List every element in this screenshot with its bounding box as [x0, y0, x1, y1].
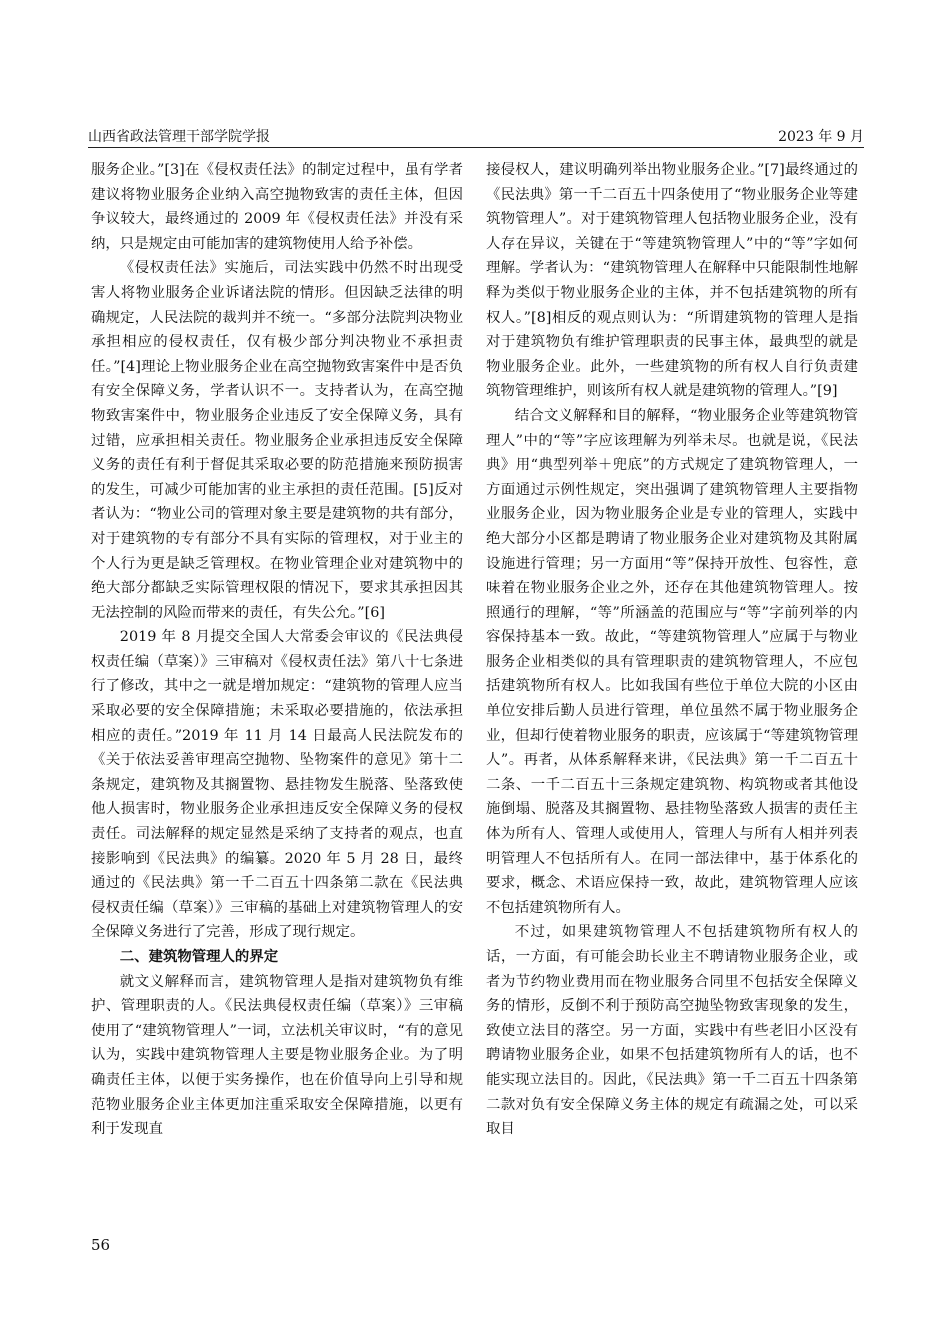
running-header	[88, 126, 864, 146]
paragraph: 接侵权人，建议明确列举出物业服务企业。”[7]最终通过的《民法典》第一千二百五十四条使用了“物业服务企业等建筑物管理人”。对于建筑物管理人包括物业服务企业，没有人存在异议，关键在于“等建筑物管理人”中的“等”字如何理解。学者认为：“建筑物管理人在解释中只能限制性地解释为类似于物业服务企业的主体，并不包括建筑物的所有权人。”[8]相反的观点则认为：“所谓建筑物的管理人是指对于建筑物负有维护管理职责的民事主体，最典型的就是物业服务企业。此外，一些建筑物的所有权人自行负责建筑物管理维护，则该所有权人就是建筑物的管理人。”[9]	[486, 162, 858, 400]
paragraph: 不过，如果建筑物管理人不包括建筑物所有权人的话，一方面，有可能会助长业主不聘请物业服务企业，或者为节约物业费用而在物业服务合同里不包括安全保障义务的情形，反倒不利于预防高空抛坠物致害现象的发生，致使立法目的落空。另一方面，实践中有些老旧小区没有聘请物业服务企业，如果不包括建筑物所有人的话，也不能实现立法目的。因此，《民法典》第一千二百五十四条第二款对负有安全保障义务主体的规定有疏漏之处，可以采取目	[486, 924, 858, 1138]
section-heading: 二、建筑物管理人的界定	[119, 949, 279, 965]
header-rule	[88, 147, 864, 148]
issue-date: 2023 年 9 月	[778, 129, 864, 145]
paragraph: 2019 年 8 月提交全国人大常委会审议的《民法典侵权责任编（草案）》三审稿对《侵权责任法》第八十七条进行了修改，其中之一就是增加规定：“建筑物的管理人应当采取必要的安全保障措施；未采取必要措施的，依法承担相应的责任。”2019 年 11 月 14 日最高人民法院发布的《关于依法妥善审理高空抛物、坠物案件的意见》第十二条规定，建筑物及其搁置物、悬挂物发生脱落、坠落致使他人损害时，物业服务企业承担违反安全保障义务的侵权责任。司法解释的规定显然是采纳了支持者的观点，也直接影响到《民法典》的编纂。2020 年 5 月 28 日，最终通过的《民法典》第一千二百五十四条第二款在《民法典侵权责任编（草案）》三审稿的基础上对建筑物管理人的安全保障义务进行了完善，形成了现行规定。	[91, 629, 463, 941]
paragraph: 就文义解释而言，建筑物管理人是指对建筑物负有维护、管理职责的人。《民法典侵权责任编（草案）》三审稿使用了“建筑物管理人”一词，立法机关审议时，“有的意见认为，实践中建筑物管理人主要是物业服务企业。为了明确责任主体，以便于实务操作，也在价值导向上引导和规范物业服务企业主体更加注重采取安全保障措施，以更有利于发现直	[91, 973, 463, 1138]
left-column	[91, 158, 463, 1142]
right-column	[486, 158, 858, 1142]
paragraph: 结合文义解释和目的解释，“物业服务企业等建筑物管理人”中的“等”字应该理解为列举未尽。也就是说，《民法典》用“典型列举＋兜底”的方式规定了建筑物管理人，一方面通过示例性规定，突出强调了建筑物管理人主要指物业服务企业，因为物业服务企业是专业的管理人，实践中绝大部分小区都是聘请了物业服务企业对建筑物及其附属设施进行管理；另一方面用“等”保持开放性、包容性，意味着在物业服务企业之外，还存在其他建筑物管理人。按照通行的理解，“等”所涵盖的范围应与“等”字前列举的内容保持基本一致。故此，“等建筑物管理人”应属于与物业服务企业相类似的具有管理职责的建筑物管理人，不应包括建筑物所有权人。比如我国有些位于单位大院的小区由单位安排后勤人员进行管理，单位虽然不属于物业服务企业，但却行使着物业服务的职责，应该属于“等建筑物管理人”。再者，从体系解释来讲，《民法典》第一千二百五十二条、一千二百五十三条规定建筑物、构筑物或者其他设施倒塌、脱落及其搁置物、悬挂物坠落致人损害的责任主体为所有人、管理人或使用人，管理人与所有人相并列表明管理人不包括所有人。在同一部法律中，基于体系化的要求，概念、术语应保持一致，故此，建筑物管理人应该不包括建筑物所有人。	[486, 407, 858, 916]
paragraph: 《侵权责任法》实施后，司法实践中仍然不时出现受害人将物业服务企业诉诸法院的情形。但因缺乏法律的明确规定，人民法院的裁判并不统一。“多部分法院判决物业承担相应的侵权责任，仅有极少部分判决物业不承担责任。”[4]理论上物业服务企业在高空抛物致害案件中是否负有安全保障义务，学者认识不一。支持者认为，在高空抛物致害案件中，物业服务企业违反了安全保障义务，具有过错，应承担相关责任。物业服务企业承担违反安全保障义务的责任有利于督促其采取必要的防范措施来预防损害的发生，可减少可能加害的业主承担的责任范围。[5]反对者认为：“物业公司的管理对象主要是建筑物的共有部分，对于建筑物的专有部分不具有实际的管理权，对于业主的个人行为更是缺乏管理权。在物业管理企业对建筑物中的绝大部分都缺乏实际管理权限的情况下，要求其承担因其无法控制的风险而带来的责任，有失公允。”[6]	[91, 260, 463, 621]
paragraph: 服务企业。”[3]在《侵权责任法》的制定过程中，虽有学者建议将物业服务企业纳入高空抛物致害的责任主体，但因争议较大，最终通过的 2009 年《侵权责任法》并没有采纳，只是规定由可能加害的建筑物使用人给予补偿。	[91, 162, 463, 252]
page-number: 56	[91, 1236, 111, 1254]
journal-title: 山西省政法管理干部学院学报	[88, 129, 270, 145]
